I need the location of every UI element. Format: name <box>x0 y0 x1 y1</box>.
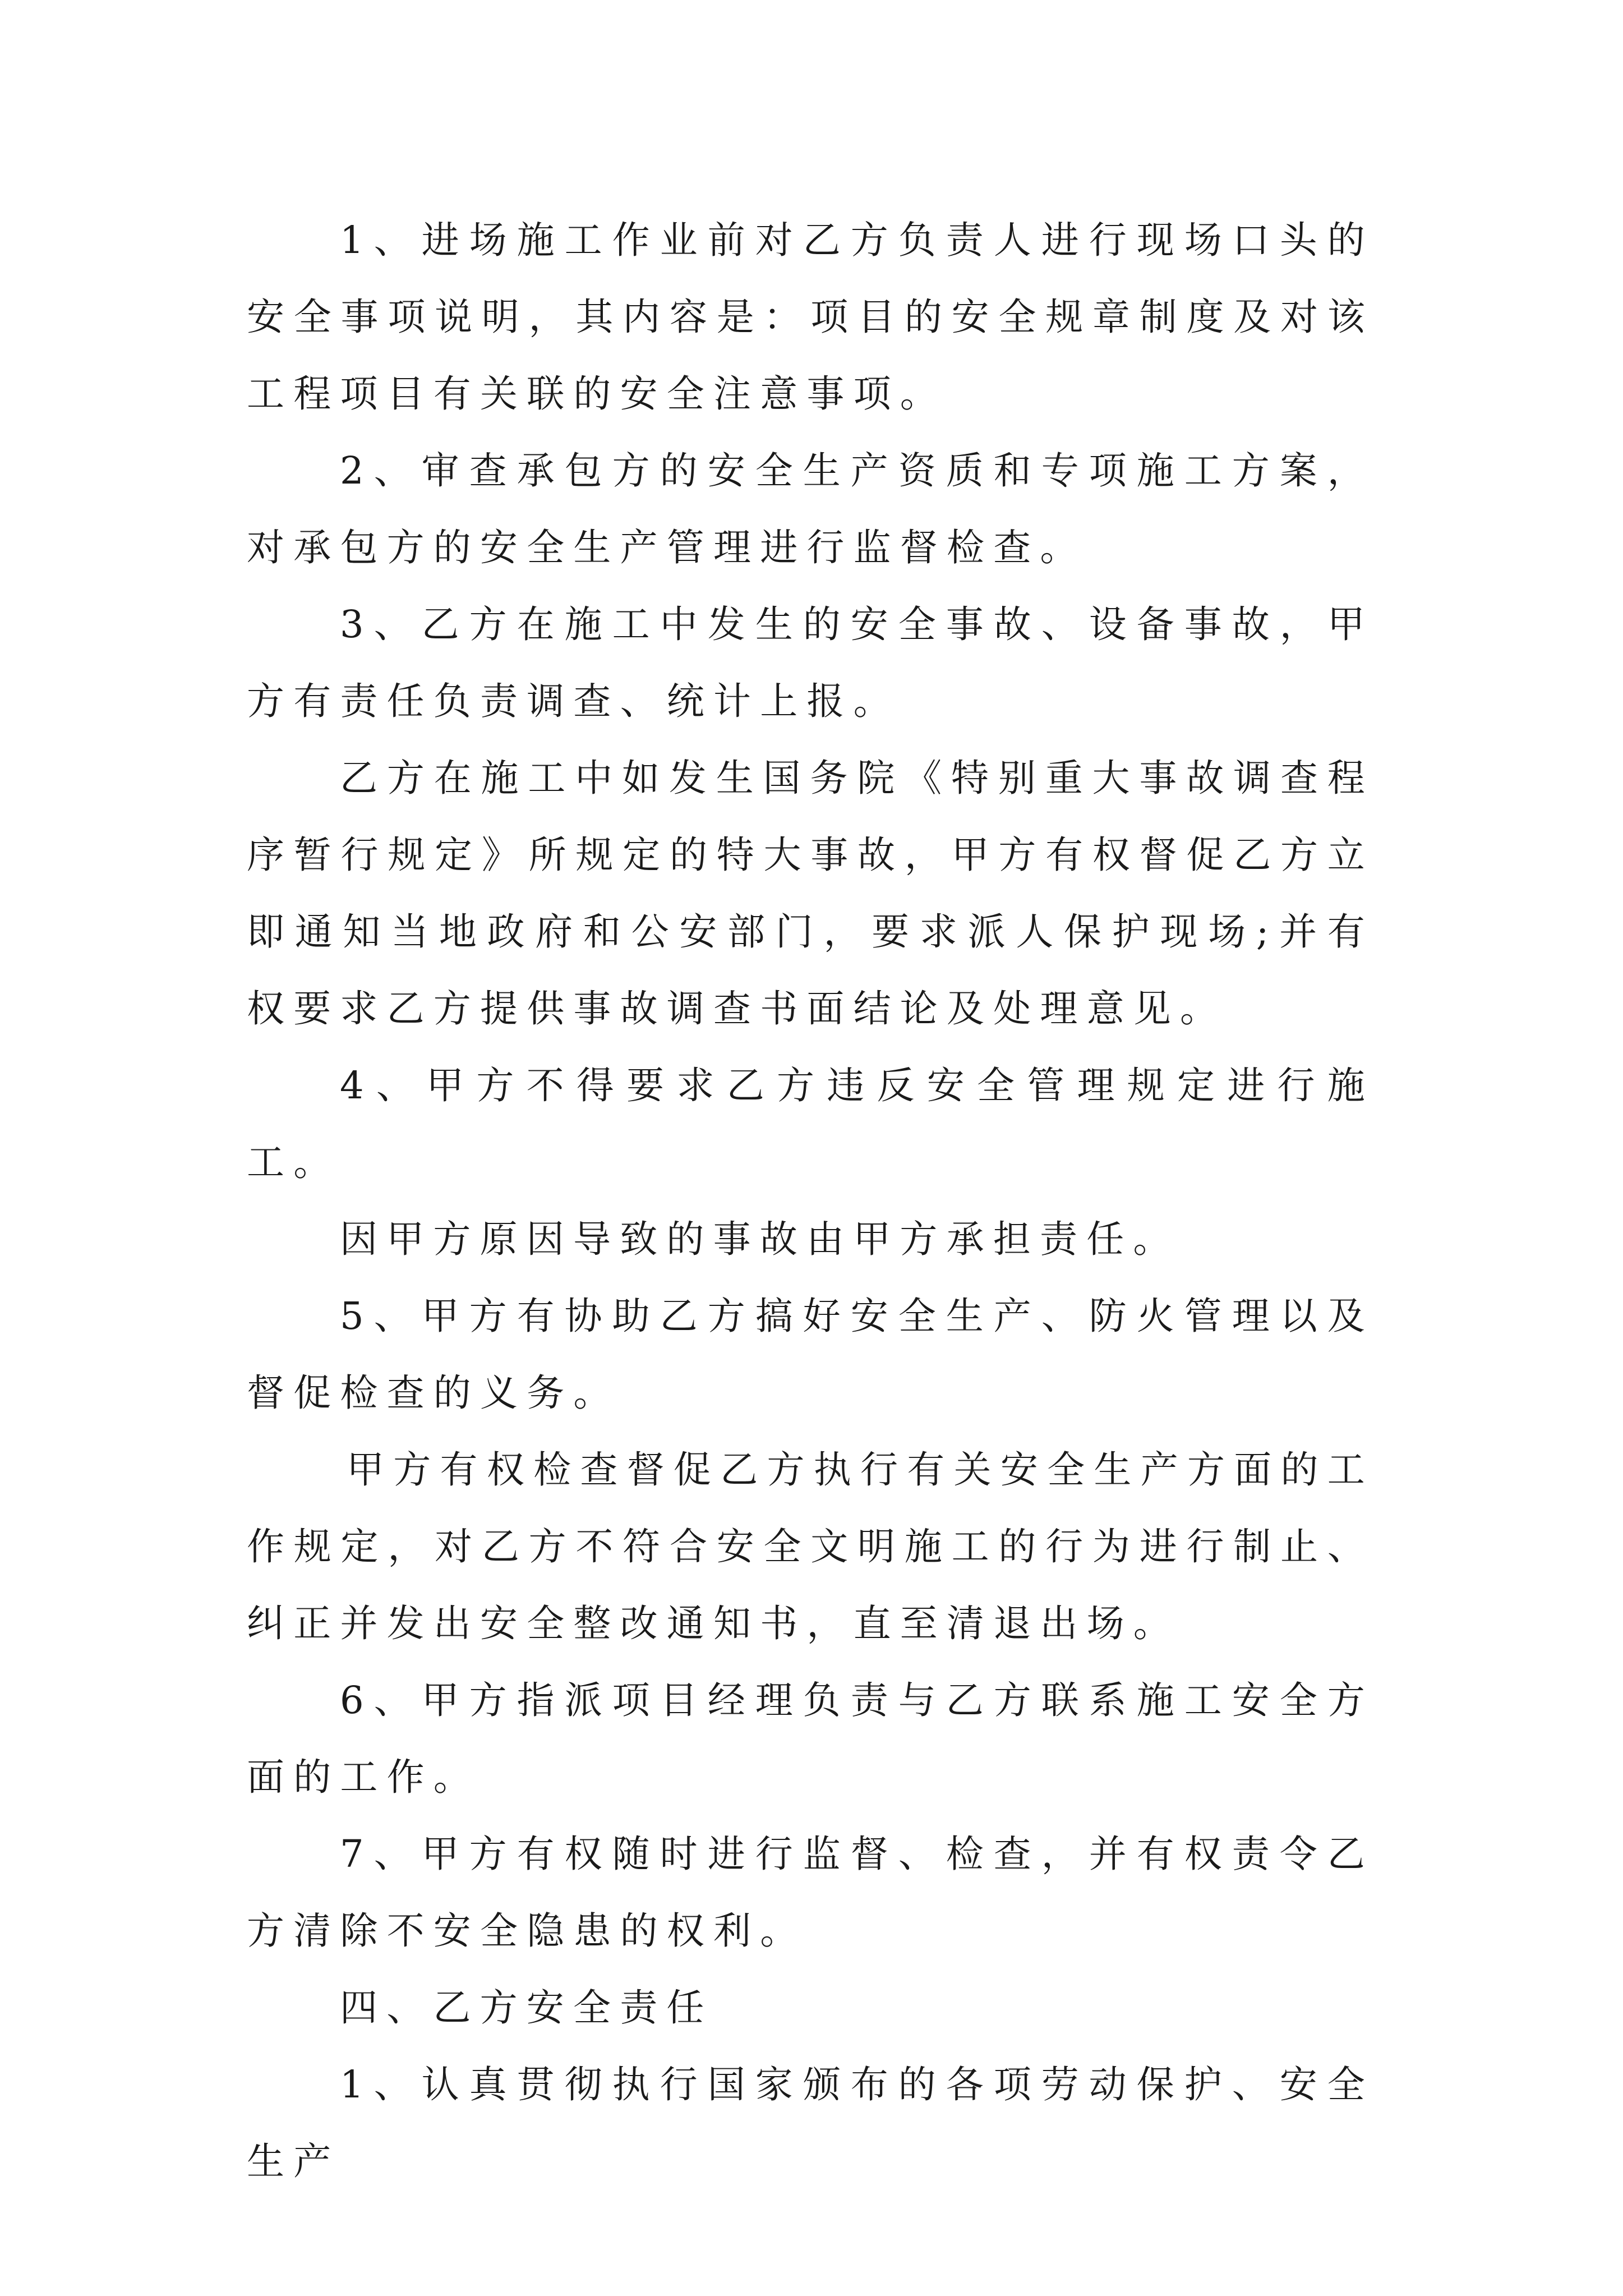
paragraph-party-b-clause-1: 1、认真贯彻执行国家颁布的各项劳动保护、安全生产 <box>247 2063 1374 2183</box>
paragraph-clause-5: 5、甲方有协助乙方搞好安全生产、防火管理以及督促检查的义务。 <box>247 1294 1374 1415</box>
paragraph-inspection-rights: 甲方有权检查督促乙方执行有关安全生产方面的工作规定，对乙方不符合安全文明施工的行为进行制止、纠正并发出安全整改通知书，直至清退出场。 <box>247 1448 1374 1645</box>
paragraph-clause-6: 6、甲方指派项目经理负责与乙方联系施工安全方面的工作。 <box>247 1678 1374 1799</box>
paragraph-party-a-liability: 因甲方原因导致的事故由甲方承担责任。 <box>340 1217 1180 1261</box>
paragraph-major-accident: 乙方在施工中如发生国务院《特别重大事故调查程序暂行规定》所规定的特大事故，甲方有权督促乙方立即通知当地政府和公安部门，要求派人保护现场;并有权要求乙方提供事故调查书面结论及处理意见。 <box>247 756 1374 1030</box>
paragraph-clause-7: 7、甲方有权随时进行监督、检查，并有权责令乙方清除不安全隐患的权利。 <box>247 1832 1374 1953</box>
document-body <box>247 202 1374 2200</box>
paragraph-clause-1: 1、进场施工作业前对乙方负责人进行现场口头的安全事项说明，其内容是：项目的安全规章制度及对该工程项目有关联的安全注意事项。 <box>247 218 1374 416</box>
paragraph-clause-4: 4、甲方不得要求乙方违反安全管理规定进行施工。 <box>247 1064 1374 1184</box>
section-heading-party-b: 四、乙方安全责任 <box>340 1986 713 2030</box>
paragraph-clause-2: 2、审查承包方的安全生产资质和专项施工方案，对承包方的安全生产管理进行监督检查。 <box>247 449 1374 569</box>
paragraph-clause-3: 3、乙方在施工中发生的安全事故、设备事故，甲方有责任负责调查、统计上报。 <box>247 602 1374 723</box>
